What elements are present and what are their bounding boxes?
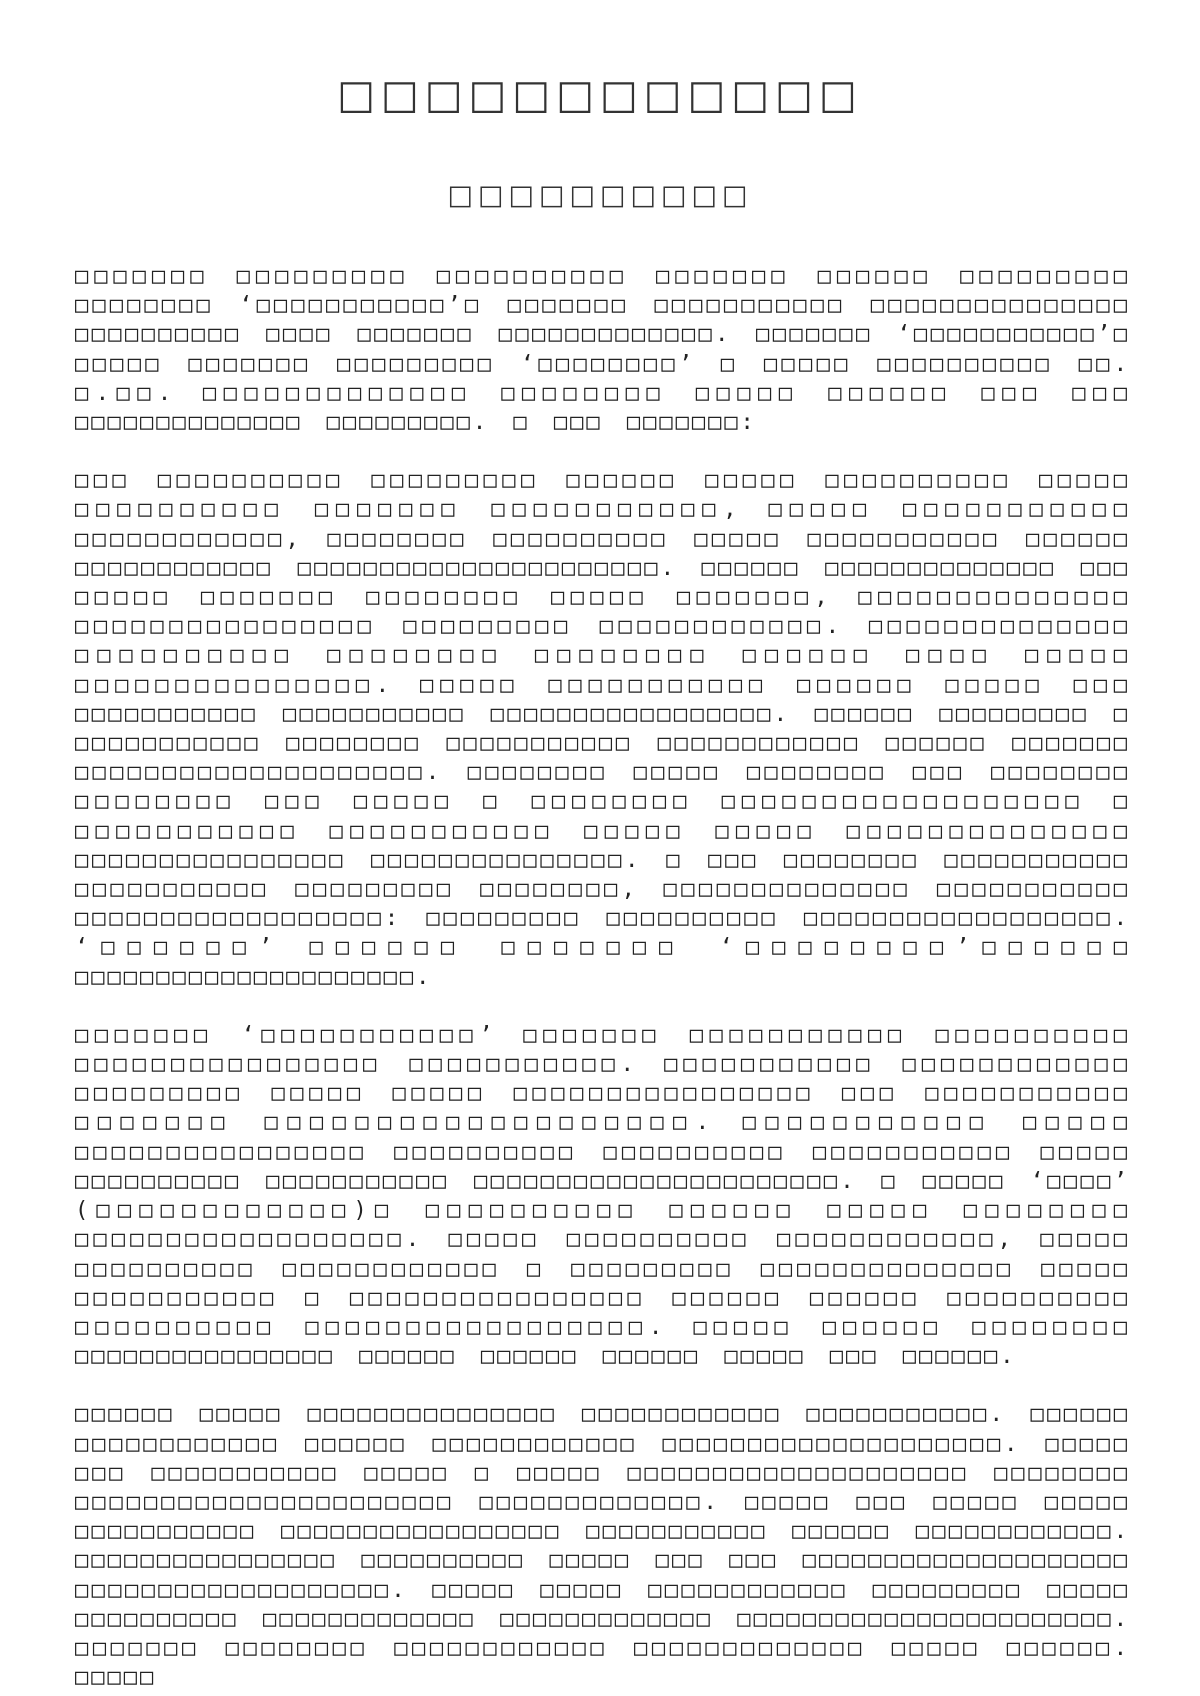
body-paragraph: □□□□□□□ ‘□□□□□□□□□□□’ □□□□□□□ □□□□□□□□□□□ □□□□□□□□□□ □□□□□□□□□□□□□□□□ □□□□□□□□□□□. □□□□□□□□□□□ □□□□□□□□□□□□ □□□□□□□□□ □□□□□ □□□□□ □□□□□□□□□□□□□□□□ □□□ □□□□□□□□□□□ □□□□□□□ □□□□□□□□□□□□□□□□□□□. □□□□□□□□□□□ □□□□□ □□□□□□□□□□□□□□□□ □□□□□□□□□□ □□□□□□□□□□ □□□□□□□□□□□ □□□□□ □□□□□□□□□□ □□□□□□□□□□□ □□□□□□□□□□□□□□□□□□□□□□. □ □□□□□ ‘□□□□’ (□□□□□□□□□□□□)□ □□□□□□□□□□ □□□□□□ □□□□□ □□□□□□□□ □□□□□□□□□□□□□□□□□□. □□□□□ □□□□□□□□□□ □□□□□□□□□□□□, □□□□□ □□□□□□□□□□ □□□□□□□□□□□□ □ □□□□□□□□□ □□□□□□□□□□□□□□ □□□□□ □□□□□□□□□□□ □ □□□□□□□□□□□□□□□□ □□□□□□ □□□□□□ □□□□□□□□□□ □□□□□□□□□□ □□□□□□□□□□□□□□□□□. □□□□□ □□□□□□ □□□□□□□□ □□□□□□□□□□□□□□□□ □□□□□□ □□□□□□ □□□□□□ □□□□□ □□□ □□□□□□. (75, 1022, 1130, 1370)
document-subtitle: □□□□□□□□□□ (447, 180, 753, 211)
body-paragraph: □□□ □□□□□□□□□□ □□□□□□□□□ □□□□□□ □□□□□ □□□□□□□□□□ □□□□□ □□□□□□□□□□ □□□□□□□ □□□□□□□□□□□, □□□□□ □□□□□□□□□□□ □□□□□□□□□□□□, □□□□□□□□ □□□□□□□□□□ □□□□□ □□□□□□□□□□□ □□□□□□ □□□□□□□□□□□□ □□□□□□□□□□□□□□□□□□□□□□. □□□□□□ □□□□□□□□□□□□□□ □□□ □□□□□ □□□□□□□ □□□□□□□□ □□□□□ □□□□□□□, □□□□□□□□□□□□□□ □□□□□□□□□□□□□□□□ □□□□□□□□□ □□□□□□□□□□□□. □□□□□□□□□□□□□□ □□□□□□□□□□ □□□□□□□□ □□□□□□□□ □□□□□□ □□□□ □□□□□ □□□□□□□□□□□□□□□. □□□□□ □□□□□□□□□□□ □□□□□□ □□□□□ □□□ □□□□□□□□□□□ □□□□□□□□□□□ □□□□□□□□□□□□□□□□□. □□□□□□ □□□□□□□□□ □ □□□□□□□□□□□ □□□□□□□□ □□□□□□□□□□□ □□□□□□□□□□□□ □□□□□□ □□□□□□□ □□□□□□□□□□□□□□□□□□□□. □□□□□□□□ □□□□□ □□□□□□□□ □□□ □□□□□□□□ □□□□□□□□ □□□ □□□□□ □ □□□□□□□□ □□□□□□□□□□□□□□□□□□ □ □□□□□□□□□□□ □□□□□□□□□□□ □□□□□ □□□□□ □□□□□□□□□□□□□□ □□□□□□□□□□□□□□□□ □□□□□□□□□□□□□□□. □ □□□ □□□□□□□□ □□□□□□□□□□□ □□□□□□□□□□□ □□□□□□□□□ □□□□□□□□, □□□□□□□□□□□□□□ □□□□□□□□□□□ □□□□□□□□□□□□□□□□□□: □□□□□□□□□ □□□□□□□□□□ □□□□□□□□□□□□□□□□□□. ‘□□□□□□’ □□□□□□ □□□□□□□ ‘□□□□□□□□’□□□□□□ □□□□□□□□□□□□□□□□□□□□□. (75, 468, 1130, 990)
document-body (75, 262, 1130, 1692)
document-title: □□□□□□□□□□□□ (337, 72, 863, 118)
body-paragraph: □□□□□□□ □□□□□□□□□ □□□□□□□□□□ □□□□□□□ □□□□□□ □□□□□□□□□ □□□□□□□□ ‘□□□□□□□□□□□’□ □□□□□□□ □□□□□□□□□□□ □□□□□□□□□□□□□□□ □□□□□□□□□□ □□□□ □□□□□□□ □□□□□□□□□□□□□. □□□□□□□ ‘□□□□□□□□□□□’□ □□□□□ □□□□□□□ □□□□□□□□□ ‘□□□□□□□□’ □ □□□□□ □□□□□□□□□□ □□. □.□□. □□□□□□□□□□□□□ □□□□□□□□ □□□□□ □□□□□□ □□□ □□□ □□□□□□□□□□□□□□ □□□□□□□□□. □ □□□ □□□□□□□: (75, 264, 1130, 436)
body-paragraph: □□□□□□ □□□□□ □□□□□□□□□□□□□□□ □□□□□□□□□□□□ □□□□□□□□□□□. □□□□□□ □□□□□□□□□□□□ □□□□□□ □□□□□□□□□□□□ □□□□□□□□□□□□□□□□□□□□. □□□□□ □□□ □□□□□□□□□□□ □□□□□ □ □□□□□ □□□□□□□□□□□□□□□□□□□□ □□□□□□□□ □□□□□□□□□□□□□□□□□□□□□□ □□□□□□□□□□□□□. □□□□□ □□□ □□□□□ □□□□□ □□□□□□□□□□□ □□□□□□□□□□□□□□□□□ □□□□□□□□□□□ □□□□□□ □□□□□□□□□□□□. □□□□□□□□□□□□□□□□ □□□□□□□□□□ □□□□□ □□□ □□□ □□□□□□□□□□□□□□□□□□□□ □□□□□□□□□□□□□□□□□□□. □□□□□ □□□□□ □□□□□□□□□□□□ □□□□□□□□□ □□□□□ □□□□□□□□□□ □□□□□□□□□□□□□ □□□□□□□□□□□□□ □□□□□□□□□□□□□□□□□□□□□□□. □□□□□□□ □□□□□□□□ □□□□□□□□□□□□ □□□□□□□□□□□□□ □□□□□ □□□□□□. □□□□□ (75, 1402, 1130, 1691)
